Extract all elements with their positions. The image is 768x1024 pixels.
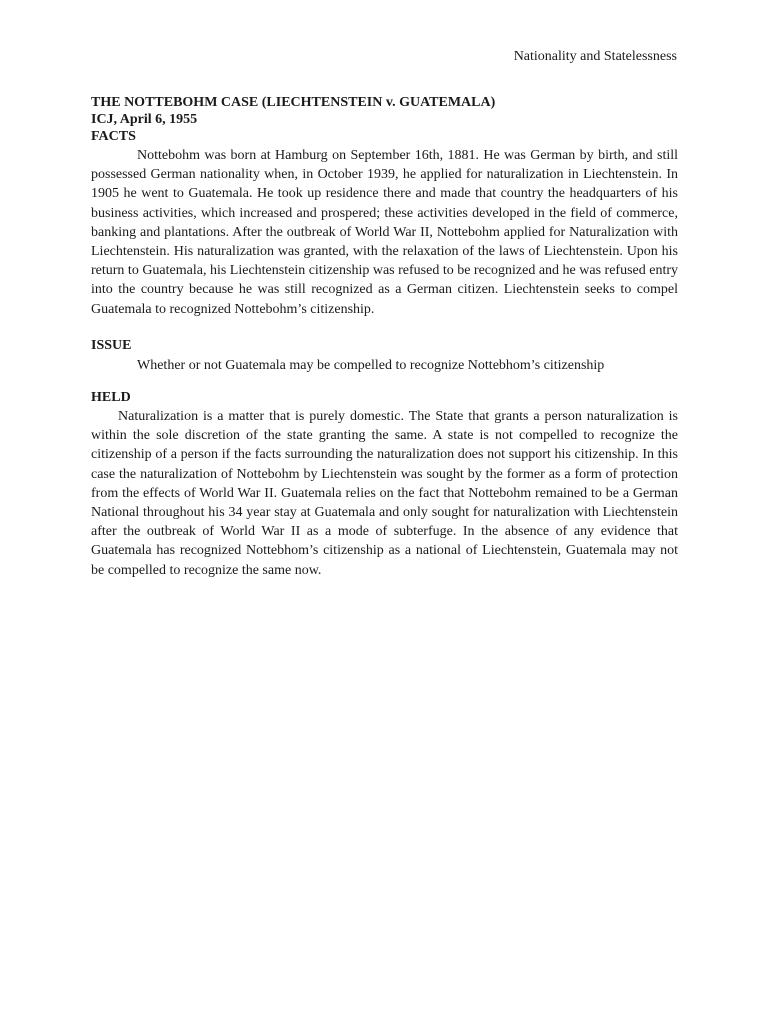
issue-heading: ISSUE xyxy=(91,337,132,353)
case-digest xyxy=(91,94,678,580)
running-header: Nationality and Statelessness xyxy=(513,49,677,64)
facts-paragraph: Nottebohm was born at Hamburg on September 16th, 1881. He was German by birth, and still possessed German nationality when, in October 1939, he applied for naturalization in Liechtenstein. In 1905 he went to Guatemala. He took up residence there and made that country the headquarters of his business activities, which increased and prospered; these activities developed in the field of commerce, banking and plantations. After the outbreak of World War II, Nottebohm applied for Naturalization with Liechtenstein. His naturalization was granted, with the relaxation of the laws of Liechtenstein. Upon his return to Guatemala, his Liechtenstein citizenship was refused to be recognized and he was refused entry into the country because he was still recognized as a German citizen. Liechtenstein seeks to compel Guatemala to recognized Nottebohm’s citizenship. xyxy=(91,148,679,317)
court-date: ICJ, April 6, 1955 xyxy=(91,112,198,127)
facts-heading: FACTS xyxy=(91,129,136,144)
held-paragraph: Naturalization is a matter that is purely domestic. The State that grants a person naturalization is within the sole discretion of the state granting the same. A state is not compelled to recognize the citizenship of a person if the facts surrounding the naturalization does not support his citizenship. In this case the naturalization of Nottebohm by Liechtenstein was sought by the former as a form of protection from the effects of World War II. Guatemala relies on the fact that Nottebohm remained to be a German National throughout his 34 year stay at Guatemala and only sought for naturalization with Liechtenstein after the outbreak of World War II as a mode of subterfuge. In the absence of any evidence that Guatemala has recognized Nottebhom’s citizenship as a national of Liechtenstein, Guatemala may not be compelled to recognize the same now. xyxy=(91,409,678,578)
issue-paragraph: Whether or not Guatemala may be compelled to recognize Nottebhom’s citizenship xyxy=(137,357,605,373)
held-heading: HELD xyxy=(91,390,131,406)
case-title: THE NOTTEBOHM CASE (LIECHTENSTEIN v. GUATEMALA) xyxy=(91,95,496,110)
